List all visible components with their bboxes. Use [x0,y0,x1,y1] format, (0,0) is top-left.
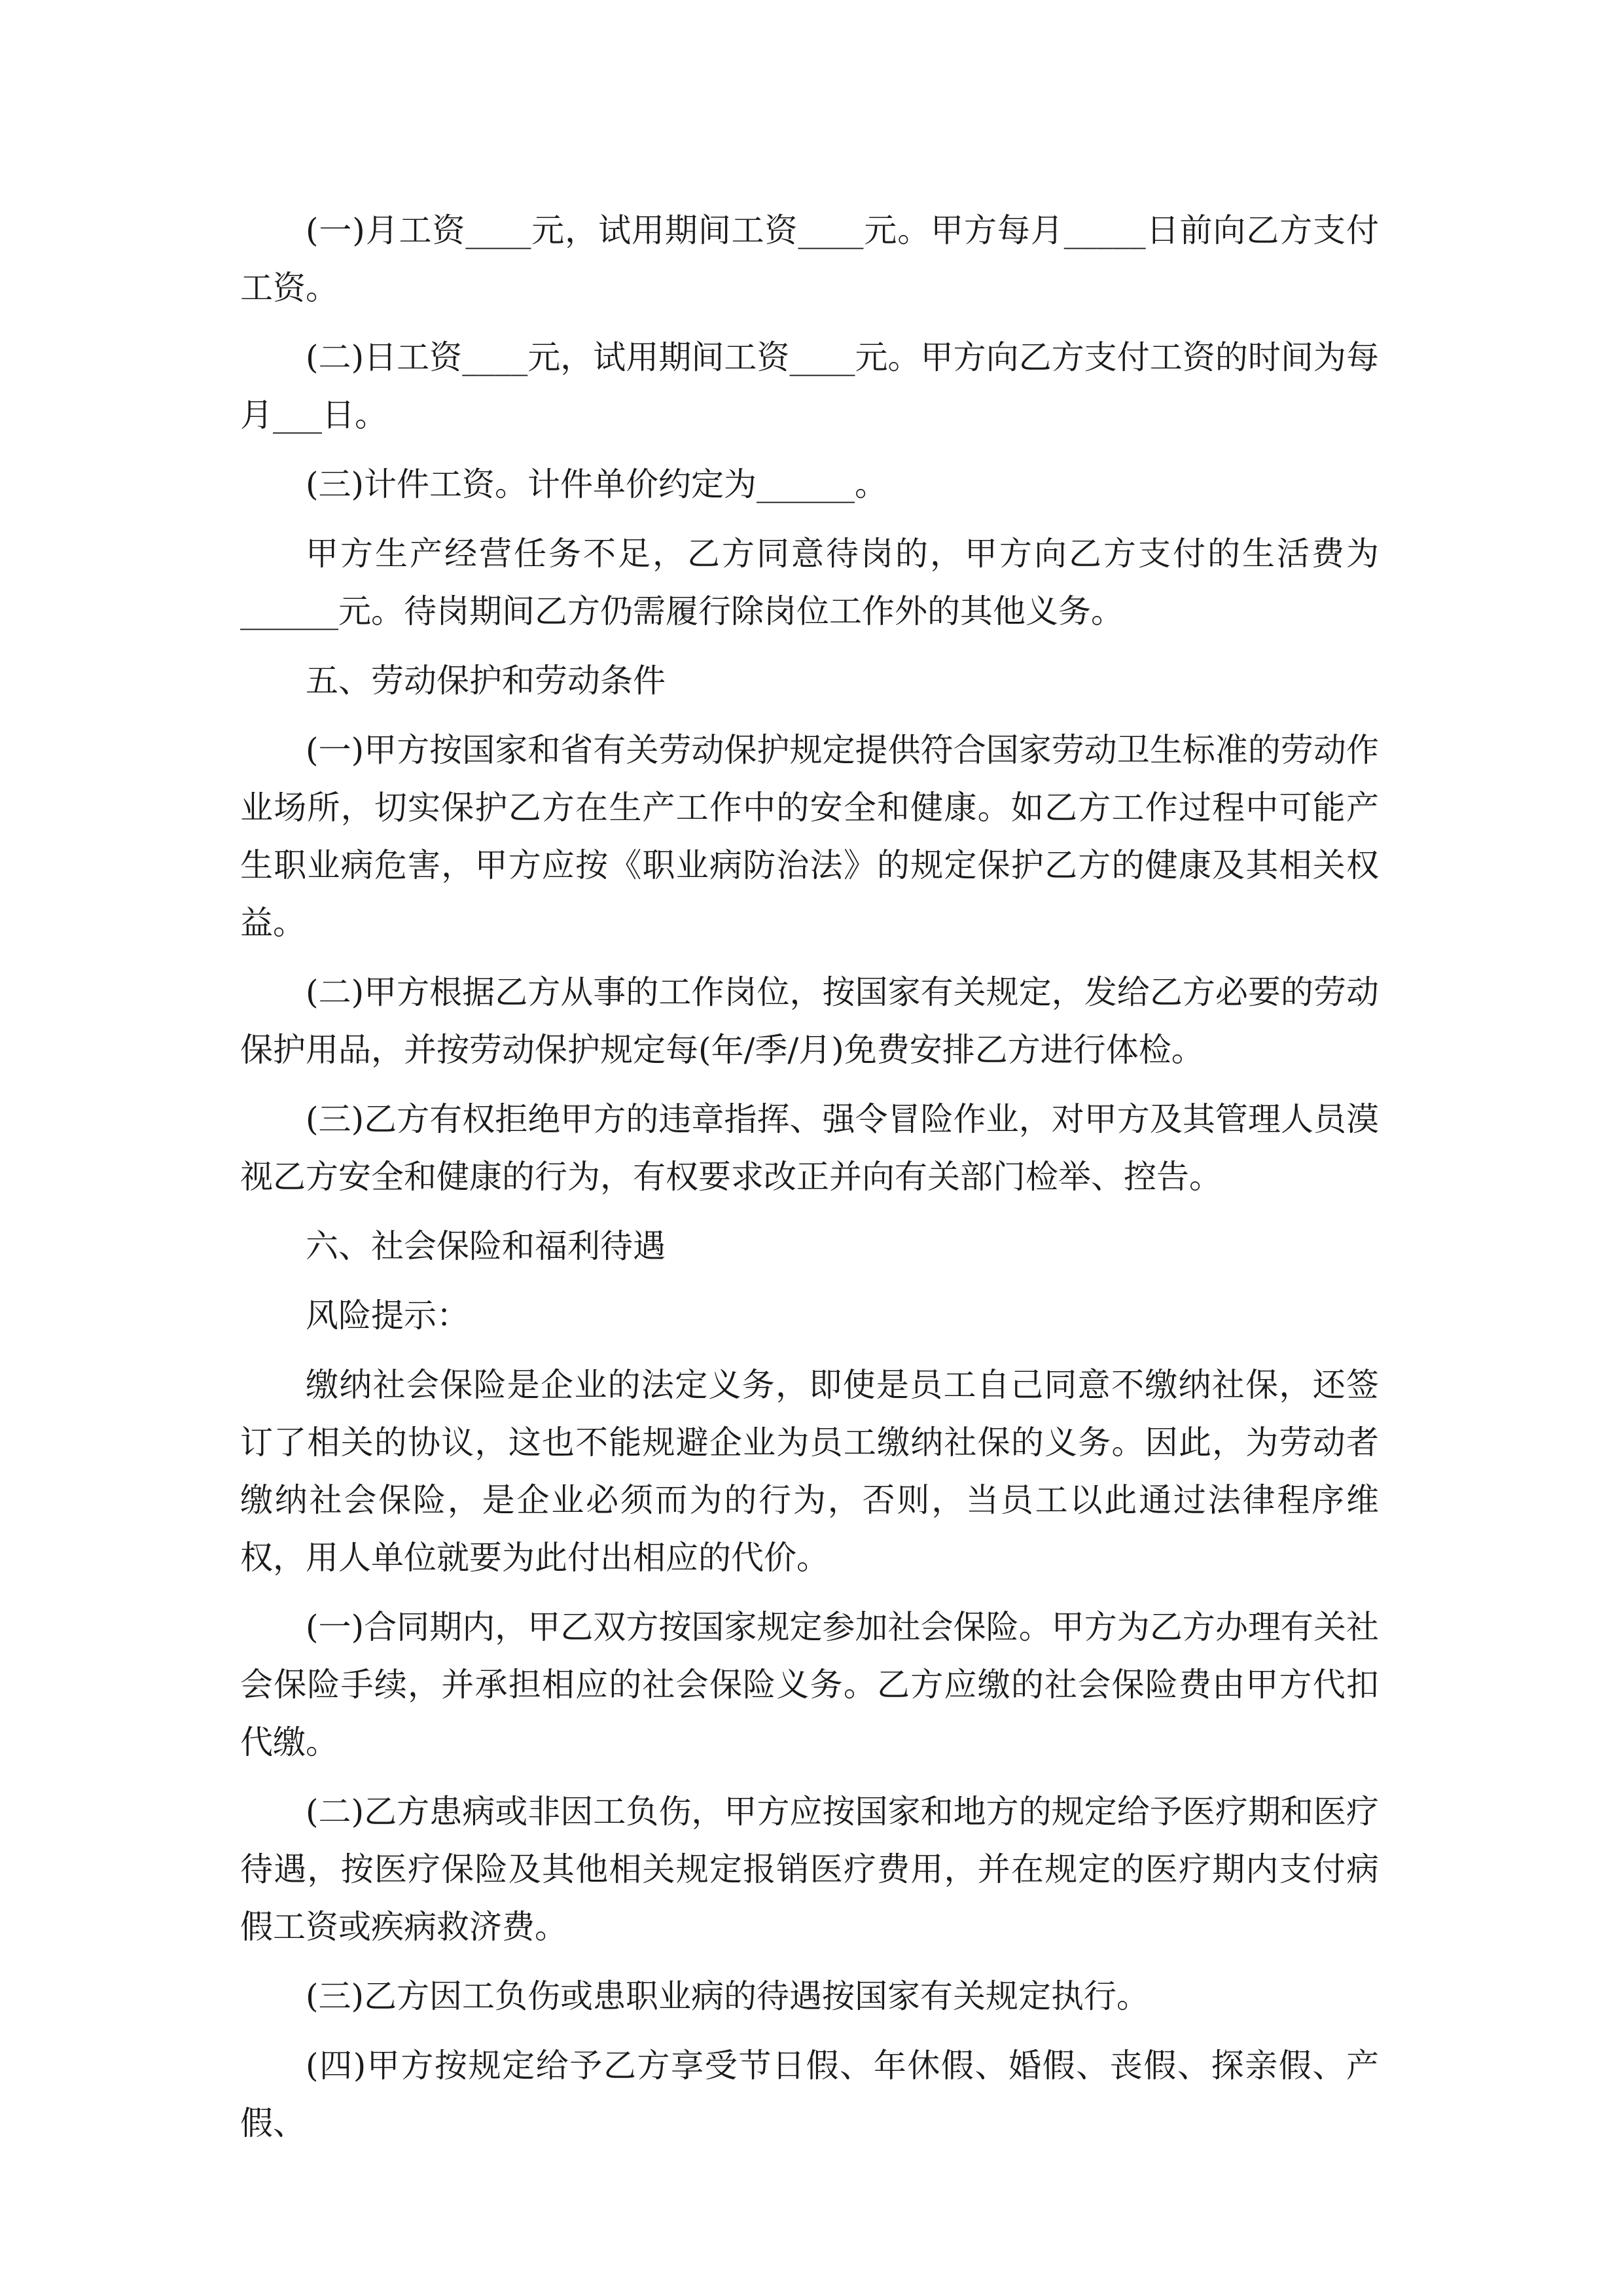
paragraph-daily-wage: (二)日工资____元，试用期间工资____元。甲方向乙方支付工资的时间为每月___日。 [240,338,1379,434]
document-body [240,202,1379,2152]
paragraph-monthly-wage: (一)月工资____元，试用期间工资____元。甲方每月_____日前向乙方支付工资。 [240,211,1379,307]
paragraph-sick-leave: (二)乙方患病或非因工负伤，甲方应按国家和地方的规定给予医疗期和医疗待遇，按医疗保险及其他相关规定报销医疗费用，并在规定的医疗期内支付病假工资或疾病救济费。 [240,1793,1379,1946]
paragraph-insurance-participation: (一)合同期内，甲乙双方按国家规定参加社会保险。甲方为乙方办理有关社会保险手续，并承担相应的社会保险义务。乙方应缴的社会保险费由甲方代扣代缴。 [240,1608,1379,1761]
paragraph-holidays: (四)甲方按规定给予乙方享受节日假、年休假、婚假、丧假、探亲假、产假、 [240,2047,1379,2142]
section-heading-social-insurance: 六、社会保险和福利待遇 [306,1227,666,1265]
paragraph-workplace-safety: (一)甲方按国家和省有关劳动保护规定提供符合国家劳动卫生标准的劳动作业场所，切实保护乙方在生产工作中的安全和健康。如乙方工作过程中可能产生职业病危害，甲方应按《职业病防治法》的规定保护乙方的健康及其相关权益。 [240,731,1379,942]
paragraph-risk-notice: 缴纳社会保险是企业的法定义务，即使是员工自己同意不缴纳社保，还签订了相关的协议，这也不能规避企业为员工缴纳社保的义务。因此，为劳动者缴纳社会保险，是企业必须而为的行为，否则，当员工以此通过法律程序维权，用人单位就要为此付出相应的代价。 [240,1366,1379,1577]
risk-notice-label: 风险提示： [306,1297,469,1335]
paragraph-right-to-refuse: (三)乙方有权拒绝甲方的违章指挥、强令冒险作业，对甲方及其管理人员漠视乙方安全和健康的行为，有权要求改正并向有关部门检举、控告。 [240,1100,1379,1196]
paragraph-work-injury: (三)乙方因工负伤或患职业病的待遇按国家有关规定执行。 [306,1977,1150,2015]
section-heading-labor-protection: 五、劳动保护和劳动条件 [306,662,666,700]
paragraph-standby-allowance: 甲方生产经营任务不足，乙方同意待岗的，甲方向乙方支付的生活费为______元。待岗期间乙方仍需履行除岗位工作外的其他义务。 [240,535,1379,630]
paragraph-piece-wage: (三)计件工资。计件单价约定为______。 [306,465,888,503]
paragraph-protective-equipment: (二)甲方根据乙方从事的工作岗位，按国家有关规定，发给乙方必要的劳动保护用品，并按劳动保护规定每(年/季/月)免费安排乙方进行体检。 [240,973,1379,1069]
